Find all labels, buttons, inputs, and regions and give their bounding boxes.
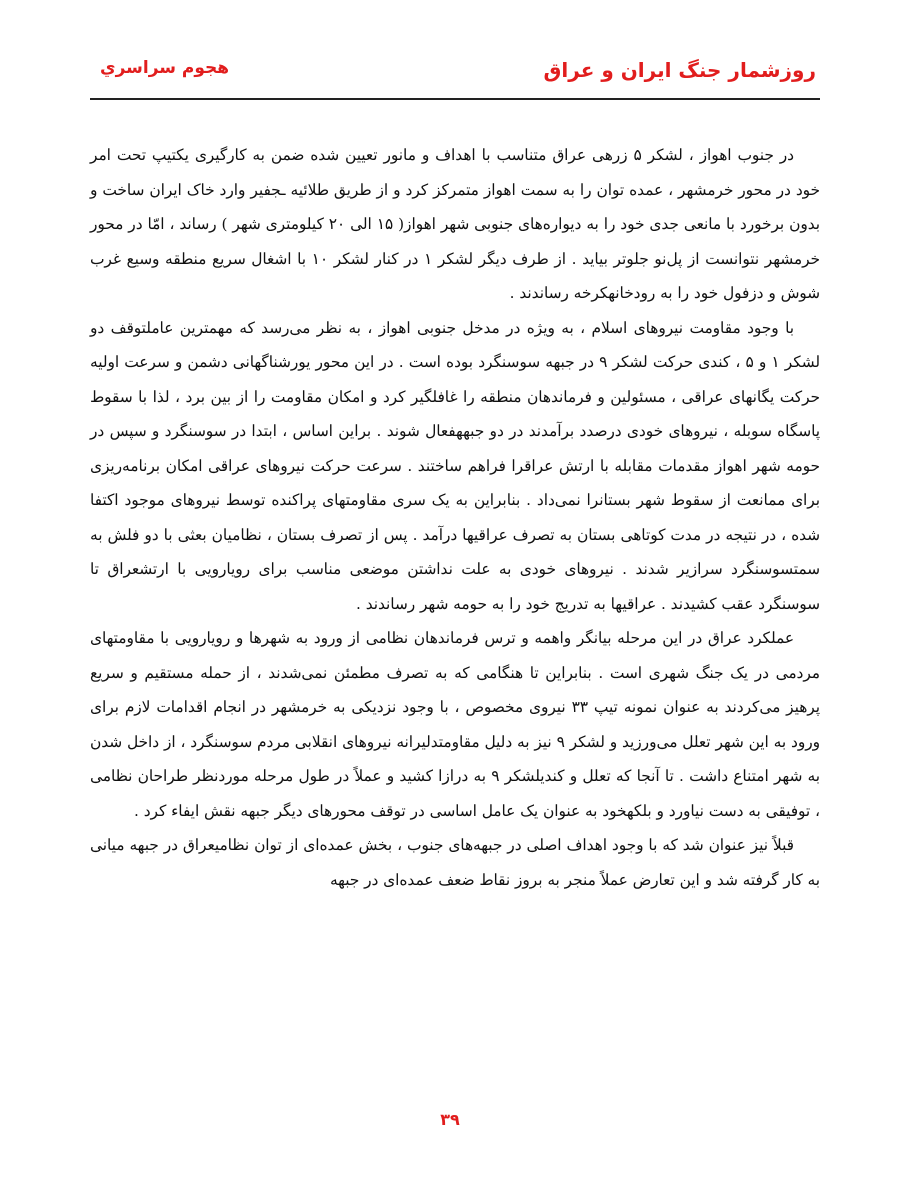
book-title: روزشمار جنگ ایران و عراق (543, 58, 816, 82)
page-number: ۳۹ (440, 1110, 460, 1129)
page-header (90, 50, 820, 100)
paragraph-1: در جنوب اهواز ، لشکر ۵ زرهی عراق متناسب با اهداف و مانور تعیین شده ضمن به کارگیری یکتیپ تحت امر خود در محور خرمشهر ، عمده توان را به سمت اهواز متمرکز کرد و از طریق طلائیه ـجفیر وارد خاک ایران ساخت و بدون برخورد با مانعی جدی خود را به دیوارەهای جنوبی شهر اهواز( ۱۵ الی ۲۰ کیلومتری شهر ) رساند ، امّا در محور خرمشهر نتوانست از پل‌نو جلوتر بیاید . از طرف دیگر لشکر ۱ در کنار لشکر ۱۰ با اشغال سریع منطقه وسیع غرب شوش و دزفول خود را به رودخانهکرخه رساندند . (90, 146, 820, 302)
paragraph-4: قبلاً نیز عنوان شد که با وجود اهداف اصلی در جبهەهای جنوب ، بخش عمدەای از توان نظامیعراق در جبهه میانی به کار گرفته شد و این تعارض عملاً منجر به بروز نقاط ضعف عمدەای در جبهه (90, 836, 820, 889)
chapter-title: هجوم سراسري (100, 58, 230, 78)
paragraph-3: عملکرد عراق در این مرحله بیانگر واهمه و ترس فرماندهان نظامی از ورود به شهرها و رویارویی با مقاومتهای مردمی در یک جنگ شهری است . بنابراین تا هنگامی که به تصرف مطمئن نمی‌شدند ، از حمله مستقیم و سریع پرهیز می‌کردند به عنوان نمونه تیپ ۳۳ نیروی مخصوص ، با وجود نزدیکی به خرمشهر در انجام اقدامات لازم برای ورود به این شهر تعلل می‌ورزید و لشکر ۹ نیز به دلیل مقاومتدلیرانه نیروهای انقلابی مردم سوسنگرد ، از داخل شدن به شهر امتناع داشت . تا آنجا که تعلل و کندیلشکر ۹ به درازا کشید و عملاً در طول مرحله موردنظر طراحان نظامی ، توفیقی به دست نیاورد و بلکهخود به عنوان یک عامل اساسی در توقف محورهای دیگر جبهه نقش ایفاء کرد . (90, 629, 820, 820)
body-text (90, 138, 820, 897)
paragraph-2: با وجود مقاومت نیروهای اسلام ، به ویژه در مدخل جنوبی اهواز ، به نظر می‌رسد که مهمترین عاملتوقف دو لشکر ۱ و ۵ ، کندی حرکت لشکر ۹ در جبهه سوسنگرد بوده است . در این محور یورشناگهانی دشمن و سرعت اولیه حرکت یگانهای عراقی ، مسئولین و فرماندهان منطقه را غافلگیر کرد و امکان مقاومت را از بین برد ، لذا با سقوط پاسگاه سوبله ، نیروهای خودی درصدد برآمدند در دو جبههفعال شوند . براین اساس ، ابتدا در سوسنگرد و سپس در حومه شهر اهواز مقدمات مقابله با ارتش عراقرا فراهم ساختند . سرعت حرکت نیروهای عراقی امکان برنامه‌ریزی برای ممانعت از سقوط شهر بستانرا نمی‌داد . بنابراین به یک سری مقاومتهای پراکنده توسط نیروهای موجود اکتفا شده ، در نتیجه در مدت کوتاهی بستان به تصرف عراقیها درآمد . پس از تصرف بستان ، نظامیان بعثی با دو فلش به سمتسوسنگرد سرازیر شدند . نیروهای خودی به علت نداشتن موضعی مناسب برای رویارویی با ارتشعراق تا سوسنگرد عقب کشیدند . عراقیها به تدریج خود را به حومه شهر رساندند . (90, 318, 821, 613)
